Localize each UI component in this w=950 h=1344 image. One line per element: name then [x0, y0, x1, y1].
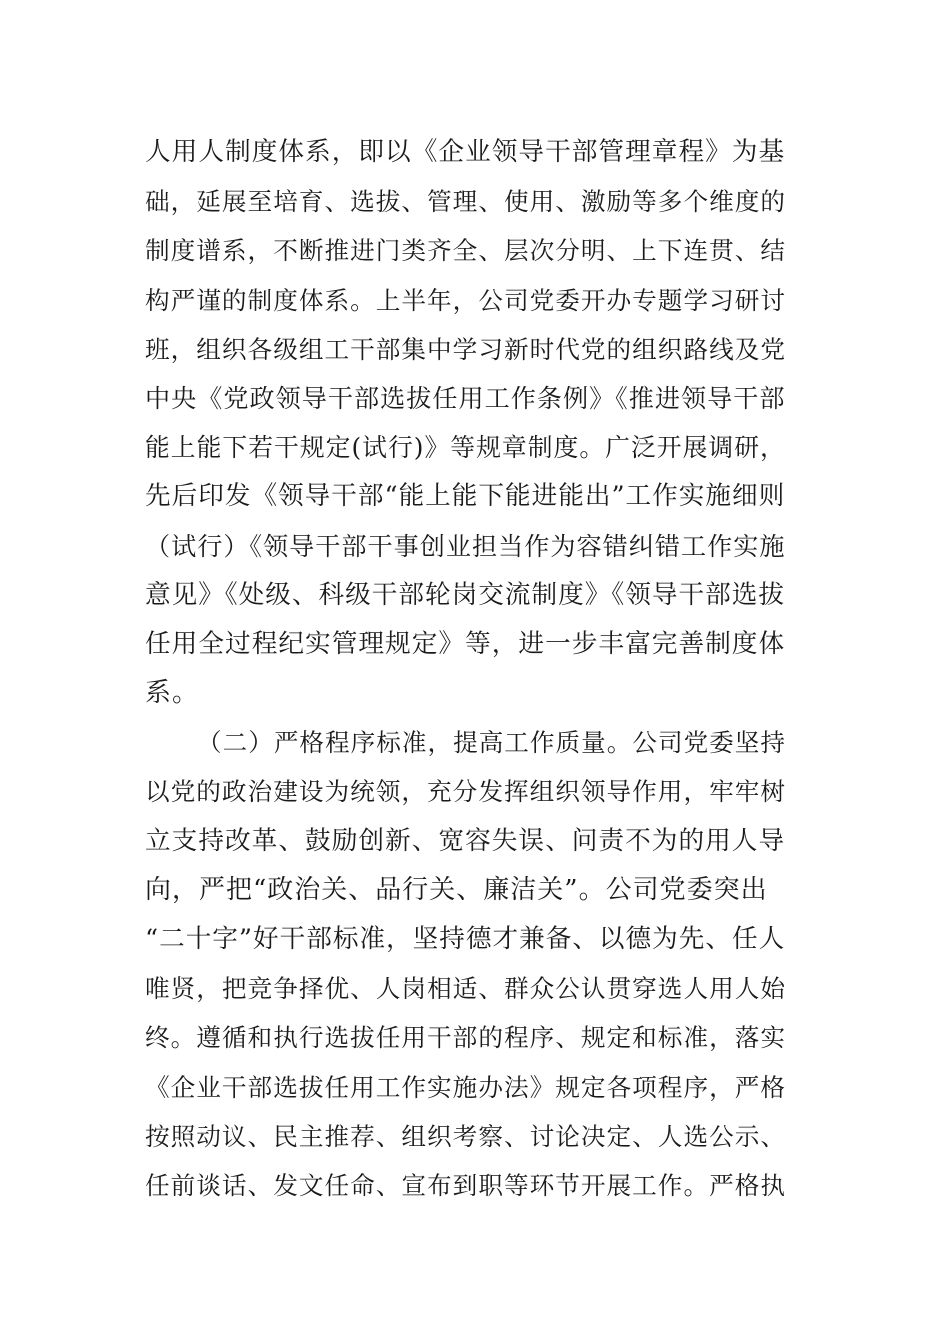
- text-line: 能上能下若干规定(试行)》等规章制度。广泛开展调研，: [145, 433, 786, 463]
- text-line: 立支持改革、鼓励创新、宽容失误、问责不为的用人导: [145, 825, 786, 856]
- text-line: 人用人制度体系，即以《企业领导干部管理章程》为基: [145, 137, 786, 167]
- text-line: 《企业干部选拔任用工作实施办法》规定各项程序，严格: [145, 1072, 787, 1102]
- section-heading-line: （二）严格程序标准，提高工作质量。公司党委坚持: [197, 728, 787, 758]
- text-line: 意见》《处级、科级干部轮岗交流制度》《领导干部选拔: [145, 579, 785, 610]
- text-line: 按照动议、民主推荐、组织考察、讨论决定、人选公示、: [145, 1121, 787, 1151]
- text-line: 制度谱系，不断推进门类齐全、层次分明、上下连贯、结: [145, 236, 787, 266]
- text-line: 以党的政治建设为统领，充分发挥组织领导作用，牢牢树: [145, 777, 787, 807]
- text-line: 唯贤，把竞争择优、人岗相适、群众公认贯穿选人用人始: [145, 974, 787, 1004]
- text-line: 构严谨的制度体系。上半年，公司党委开办专题学习研讨: [145, 285, 787, 315]
- text-line: 任用全过程纪实管理规定》等，进一步丰富完善制度体: [145, 628, 786, 659]
- text-line: 任前谈话、发文任命、宣布到职等环节开展工作。严格执: [145, 1170, 787, 1200]
- text-line: 础，延展至培育、选拔、管理、使用、激励等多个维度的: [145, 187, 787, 217]
- text-line: 中央《党政领导干部选拔任用工作条例》《推进领导干部: [145, 383, 786, 413]
- text-line: 班，组织各级组工干部集中学习新时代党的组织路线及党: [145, 334, 787, 364]
- text-line: 终。遵循和执行选拔任用干部的程序、规定和标准，落实: [145, 1023, 787, 1053]
- text-line: 先后印发《领导干部“能上能下能进能出”工作实施细则: [145, 481, 786, 512]
- text-line: “二十字”好干部标准，坚持德才兼备、以德为先、任人: [145, 924, 786, 954]
- text-line: （试行）《领导干部干事创业担当作为容错纠错工作实施: [145, 531, 786, 561]
- body-text: [145, 128, 785, 1210]
- text-line: 系。: [145, 678, 200, 709]
- text-line: 向，严把“政治关、品行关、廉洁关”。公司党委突出: [145, 874, 768, 905]
